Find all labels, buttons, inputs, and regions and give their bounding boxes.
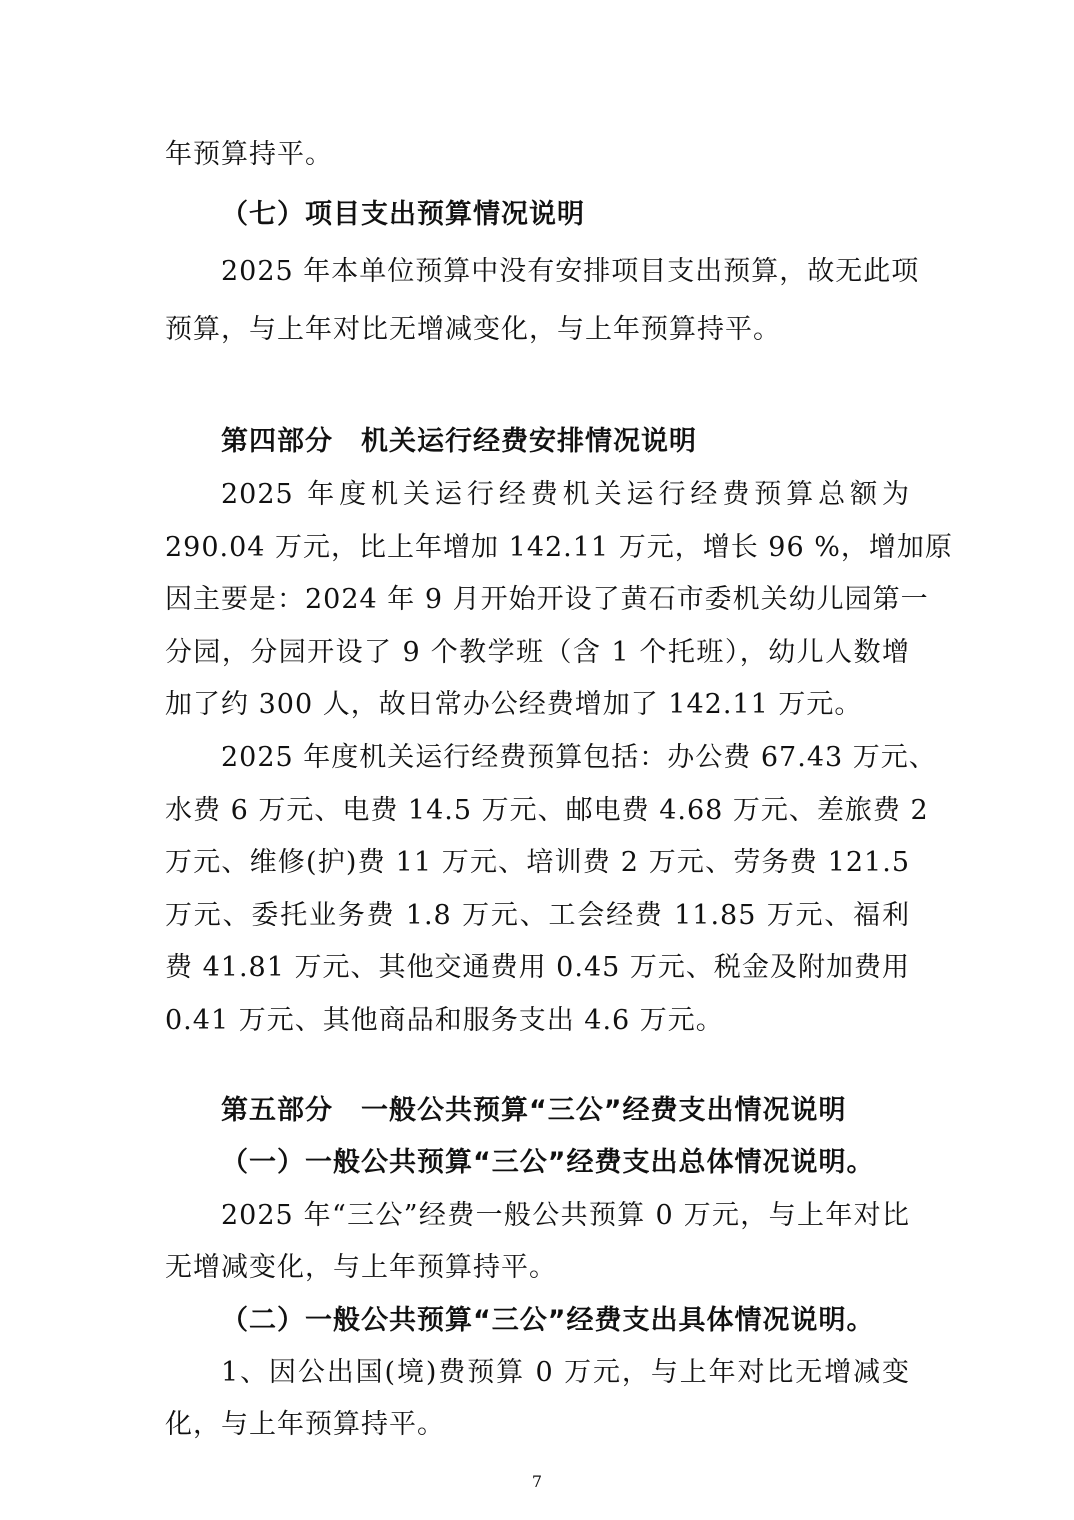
paragraph-line: 水费 6 万元、电费 14.5 万元、邮电费 4.68 万元、差旅费 2 (165, 795, 929, 826)
page-number: 7 (531, 1472, 543, 1491)
paragraph-line: 化，与上年预算持平。 (165, 1409, 445, 1440)
paragraph-line: 2025 年度机关运行经费机关运行经费预算总额为 (221, 479, 910, 510)
paragraph-line: 0.41 万元、其他商品和服务支出 4.6 万元。 (165, 1005, 724, 1036)
paragraph-line: 费 41.81 万元、其他交通费用 0.45 万元、税金及附加费用 (165, 952, 910, 983)
paragraph-line: 2025 年本单位预算中没有安排项目支出预算，故无此项 (221, 256, 920, 287)
part-heading: 第四部分 机关运行经费安排情况说明 (221, 426, 697, 457)
paragraph-line: 万元、委托业务费 1.8 万元、工会经费 11.85 万元、福利 (165, 900, 910, 931)
paragraph-line: 因主要是：2024 年 9 月开始开设了黄石市委机关幼儿园第一 (165, 584, 929, 615)
part-heading: 第五部分 一般公共预算“三公”经费支出情况说明 (221, 1095, 847, 1126)
section-heading: （一）一般公共预算“三公”经费支出总体情况说明。 (221, 1147, 875, 1178)
paragraph-line: 2025 年度机关运行经费预算包括：办公费 67.43 万元、 (221, 742, 937, 773)
paragraph-line: 年预算持平。 (165, 139, 333, 170)
paragraph-line: 预算，与上年对比无增减变化，与上年预算持平。 (165, 314, 781, 345)
paragraph-line: 290.04 万元，比上年增加 142.11 万元，增长 96 %，增加原 (165, 532, 953, 563)
paragraph-line: 2025 年“三公”经费一般公共预算 0 万元，与上年对比 (221, 1200, 910, 1231)
paragraph-line: 1、因公出国(境)费预算 0 万元，与上年对比无增减变 (221, 1357, 910, 1388)
paragraph-line: 分园，分园开设了 9 个教学班（含 1 个托班），幼儿人数增 (165, 637, 910, 668)
paragraph-line: 万元、维修(护)费 11 万元、培训费 2 万元、劳务费 121.5 (165, 847, 910, 878)
paragraph-line: 加了约 300 人，故日常办公经费增加了 142.11 万元。 (165, 689, 863, 720)
section-heading: （二）一般公共预算“三公”经费支出具体情况说明。 (221, 1305, 875, 1336)
section-heading: （七）项目支出预算情况说明 (221, 199, 585, 230)
paragraph-line: 无增减变化，与上年预算持平。 (165, 1252, 557, 1283)
